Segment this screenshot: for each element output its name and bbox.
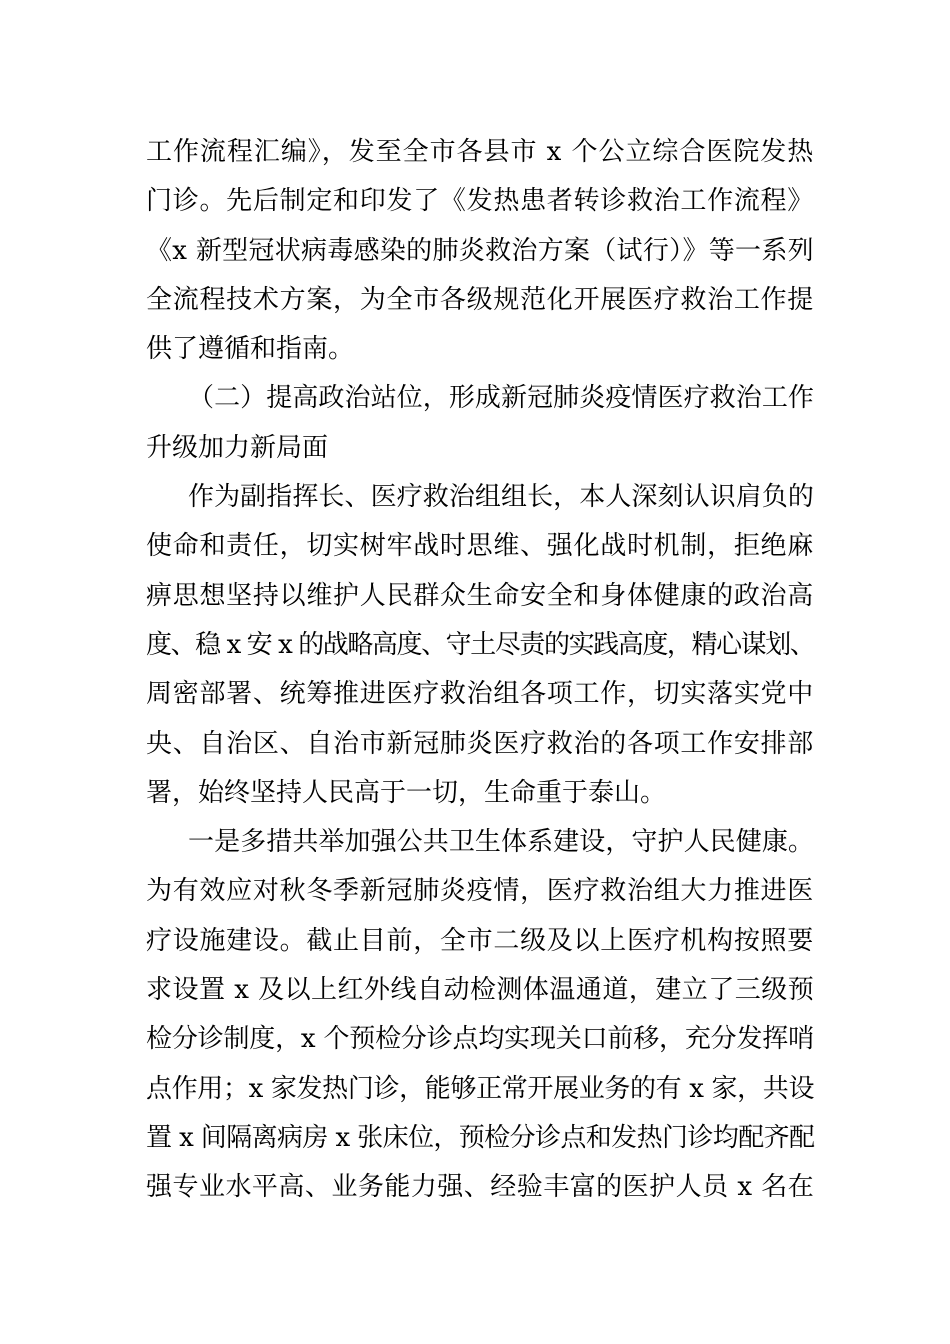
- text-line: （二）提高政治站位，形成新冠肺炎疫情医疗救治工作: [188, 383, 815, 414]
- text-line: 度、稳 x 安 x 的战略高度、守土尽责的实践高度，精心谋划、: [146, 629, 815, 660]
- text-line: 点作用；x 家发热门诊，能够正常开展业务的有 x 家，共设: [146, 1073, 815, 1104]
- text-line: 为有效应对秋冬季新冠肺炎疫情，医疗救治组大力推进医: [146, 876, 815, 907]
- text-line: 一是多措共举加强公共卫生体系建设，守护人民健康。: [188, 827, 815, 858]
- text-line: 使命和责任，切实树牢战时思维、强化战时机制，拒绝麻: [146, 531, 815, 562]
- text-line: 求设置 x 及以上红外线自动检测体温通道，建立了三级预: [146, 975, 815, 1006]
- text-line: 央、自治区、自治市新冠肺炎医疗救治的各项工作安排部: [146, 728, 815, 759]
- text-line: 置 x 间隔离病房 x 张床位，预检分诊点和发热门诊均配齐配: [146, 1122, 815, 1153]
- text-line: 痹思想坚持以维护人民群众生命安全和身体健康的政治高: [146, 580, 815, 611]
- text-line: 工作流程汇编》，发至全市各县市 x 个公立综合医院发热: [146, 137, 815, 167]
- text-line: 全流程技术方案，为全市各级规范化开展医疗救治工作提: [146, 284, 815, 315]
- text-line: 强专业水平高、业务能力强、经验丰富的医护人员 x 名在: [146, 1172, 815, 1203]
- text-line: 升级加力新局面: [146, 432, 329, 463]
- text-line: 供了遵循和指南。: [146, 334, 355, 365]
- text-line: 疗设施建设。截止目前，全市二级及以上医疗机构按照要: [146, 925, 815, 956]
- document-body: [146, 128, 814, 1213]
- text-line: 署，始终坚持人民高于一切，生命重于泰山。: [146, 777, 667, 808]
- text-line: 门诊。先后制定和印发了《发热患者转诊救治工作流程》: [146, 186, 815, 217]
- text-line: 《x 新型冠状病毒感染的肺炎救治方案（试行）》等一系列: [146, 235, 814, 266]
- text-line: 作为副指挥长、医疗救治组组长，本人深刻认识肩负的: [188, 482, 815, 513]
- text-line: 周密部署、统筹推进医疗救治组各项工作，切实落实党中: [146, 679, 815, 710]
- text-line: 检分诊制度，x 个预检分诊点均实现关口前移，充分发挥哨: [146, 1024, 814, 1055]
